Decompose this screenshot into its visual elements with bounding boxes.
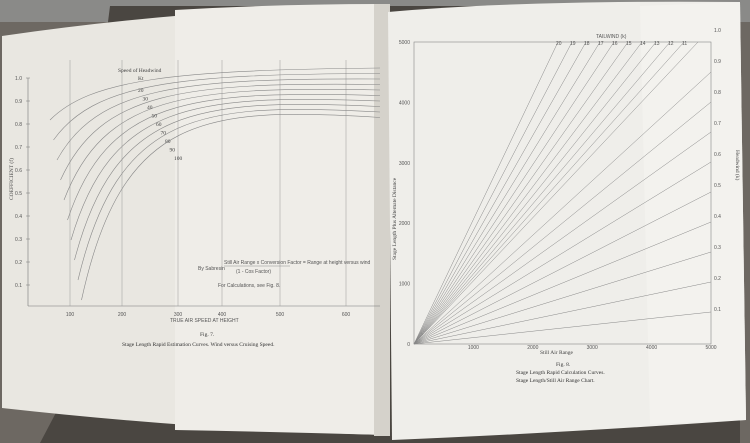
headwind-speed-label: 100 [174, 156, 183, 162]
headwind-tick: 0.7 [714, 121, 721, 127]
tailwind-tick: 16 [612, 41, 618, 47]
left-y-tick: 1.0 [15, 76, 22, 82]
tailwind-label: TAILWIND (k) [596, 34, 627, 40]
formula-note: For Calculations, see Fig. 8. [218, 283, 281, 289]
left-x-tick: 100 [65, 312, 75, 318]
left-x-tick: 200 [117, 312, 127, 318]
headwind-tick: 0.2 [714, 276, 721, 282]
headwind-tick: 0.6 [714, 152, 721, 158]
left-x-tick: 600 [341, 312, 351, 318]
right-x-axis-label: Still Air Range [540, 350, 573, 356]
gutter [374, 4, 390, 436]
left-y-axis-label: COEFFICIENT (f) [9, 158, 15, 200]
left-x-tick: 500 [275, 312, 285, 318]
left-x-axis-label: TRUE AIR SPEED AT HEIGHT [170, 318, 239, 324]
tailwind-tick: 20 [556, 41, 562, 47]
tailwind-tick: 15 [626, 41, 632, 47]
headwind-tick: 0.5 [714, 183, 721, 189]
headwind-speed-label: 90 [169, 147, 175, 154]
formula-line1: Still Air Range x Conversion Factor = Range at height versus wind [224, 260, 371, 266]
left-y-tick: 0.1 [15, 283, 22, 289]
left-x-tick: 400 [217, 312, 227, 318]
fig8-caption-2: Stage Length/Still Air Range Chart. [516, 378, 595, 384]
headwind-label: Headwind (k) [734, 150, 740, 181]
headwind-tick: 1.0 [714, 28, 721, 34]
legend-unit: Kt [138, 76, 144, 82]
fig7-number: Fig. 7. [200, 332, 215, 338]
right-y-tick: 4000 [398, 100, 410, 107]
headwind-speed-label: 60 [156, 122, 162, 128]
left-x-tick: 300 [173, 312, 183, 318]
legend-title: Speed of Headwind [118, 68, 162, 74]
left-y-tick: 0.8 [15, 122, 22, 128]
right-x-tick: 5000 [705, 345, 717, 351]
headwind-speed-label: 50 [151, 113, 157, 120]
headwind-tick: 0.1 [714, 307, 721, 313]
right-y-tick: 5000 [398, 40, 410, 46]
fig7-caption: Stage Length Rapid Estimation Curves. Wind versus Cruising Speed. [122, 342, 275, 348]
headwind-tick: 0.3 [714, 245, 721, 251]
headwind-tick: 0.8 [714, 90, 721, 96]
left-y-tick: 0.5 [15, 191, 22, 197]
left-y-tick: 0.6 [15, 168, 22, 174]
right-y-tick: 2000 [398, 221, 410, 228]
right-y-tick: 1000 [398, 281, 410, 288]
formula-prefix: By Sabresin [198, 266, 225, 272]
right-y-axis-label: Stage Length Plus Alternate Distance [392, 177, 398, 260]
right-foldout [640, 2, 746, 424]
tailwind-tick: 11 [682, 41, 688, 47]
headwind-tick: 0.9 [714, 59, 721, 65]
right-x-tick: 1000 [467, 345, 479, 351]
headwind-tick: 0.4 [714, 214, 721, 220]
fig8-caption-1: Stage Length Rapid Calculation Curves. [516, 370, 605, 376]
headwind-speed-label: 30 [142, 96, 148, 103]
tailwind-tick: 17 [598, 41, 604, 47]
right-x-tick: 3000 [586, 345, 598, 351]
left-y-tick: 0.4 [15, 214, 22, 220]
headwind-speed-label: 80 [165, 139, 171, 145]
left-y-tick: 0.9 [15, 99, 22, 105]
left-y-tick: 0.7 [15, 145, 22, 151]
fig8-number: Fig. 8. [556, 362, 571, 368]
headwind-speed-label: 40 [147, 105, 153, 111]
right-x-tick: 2000 [527, 345, 539, 351]
right-y-tick: 3000 [398, 160, 410, 167]
headwind-speed-label: 20 [138, 88, 144, 94]
left-y-tick: 0.3 [15, 237, 22, 243]
tailwind-tick: 13 [654, 41, 660, 47]
right-x-tick: 4000 [646, 345, 658, 351]
formula-line2: (1 - Cos Factor) [236, 269, 272, 275]
tailwind-tick: 12 [668, 41, 674, 47]
tailwind-tick: 19 [570, 41, 576, 47]
headwind-speed-label: 70 [160, 130, 166, 137]
tailwind-tick: 14 [640, 41, 646, 47]
tailwind-tick: 18 [584, 41, 590, 47]
left-y-tick: 0.2 [15, 260, 22, 266]
right-y-tick: 0 [407, 342, 410, 348]
